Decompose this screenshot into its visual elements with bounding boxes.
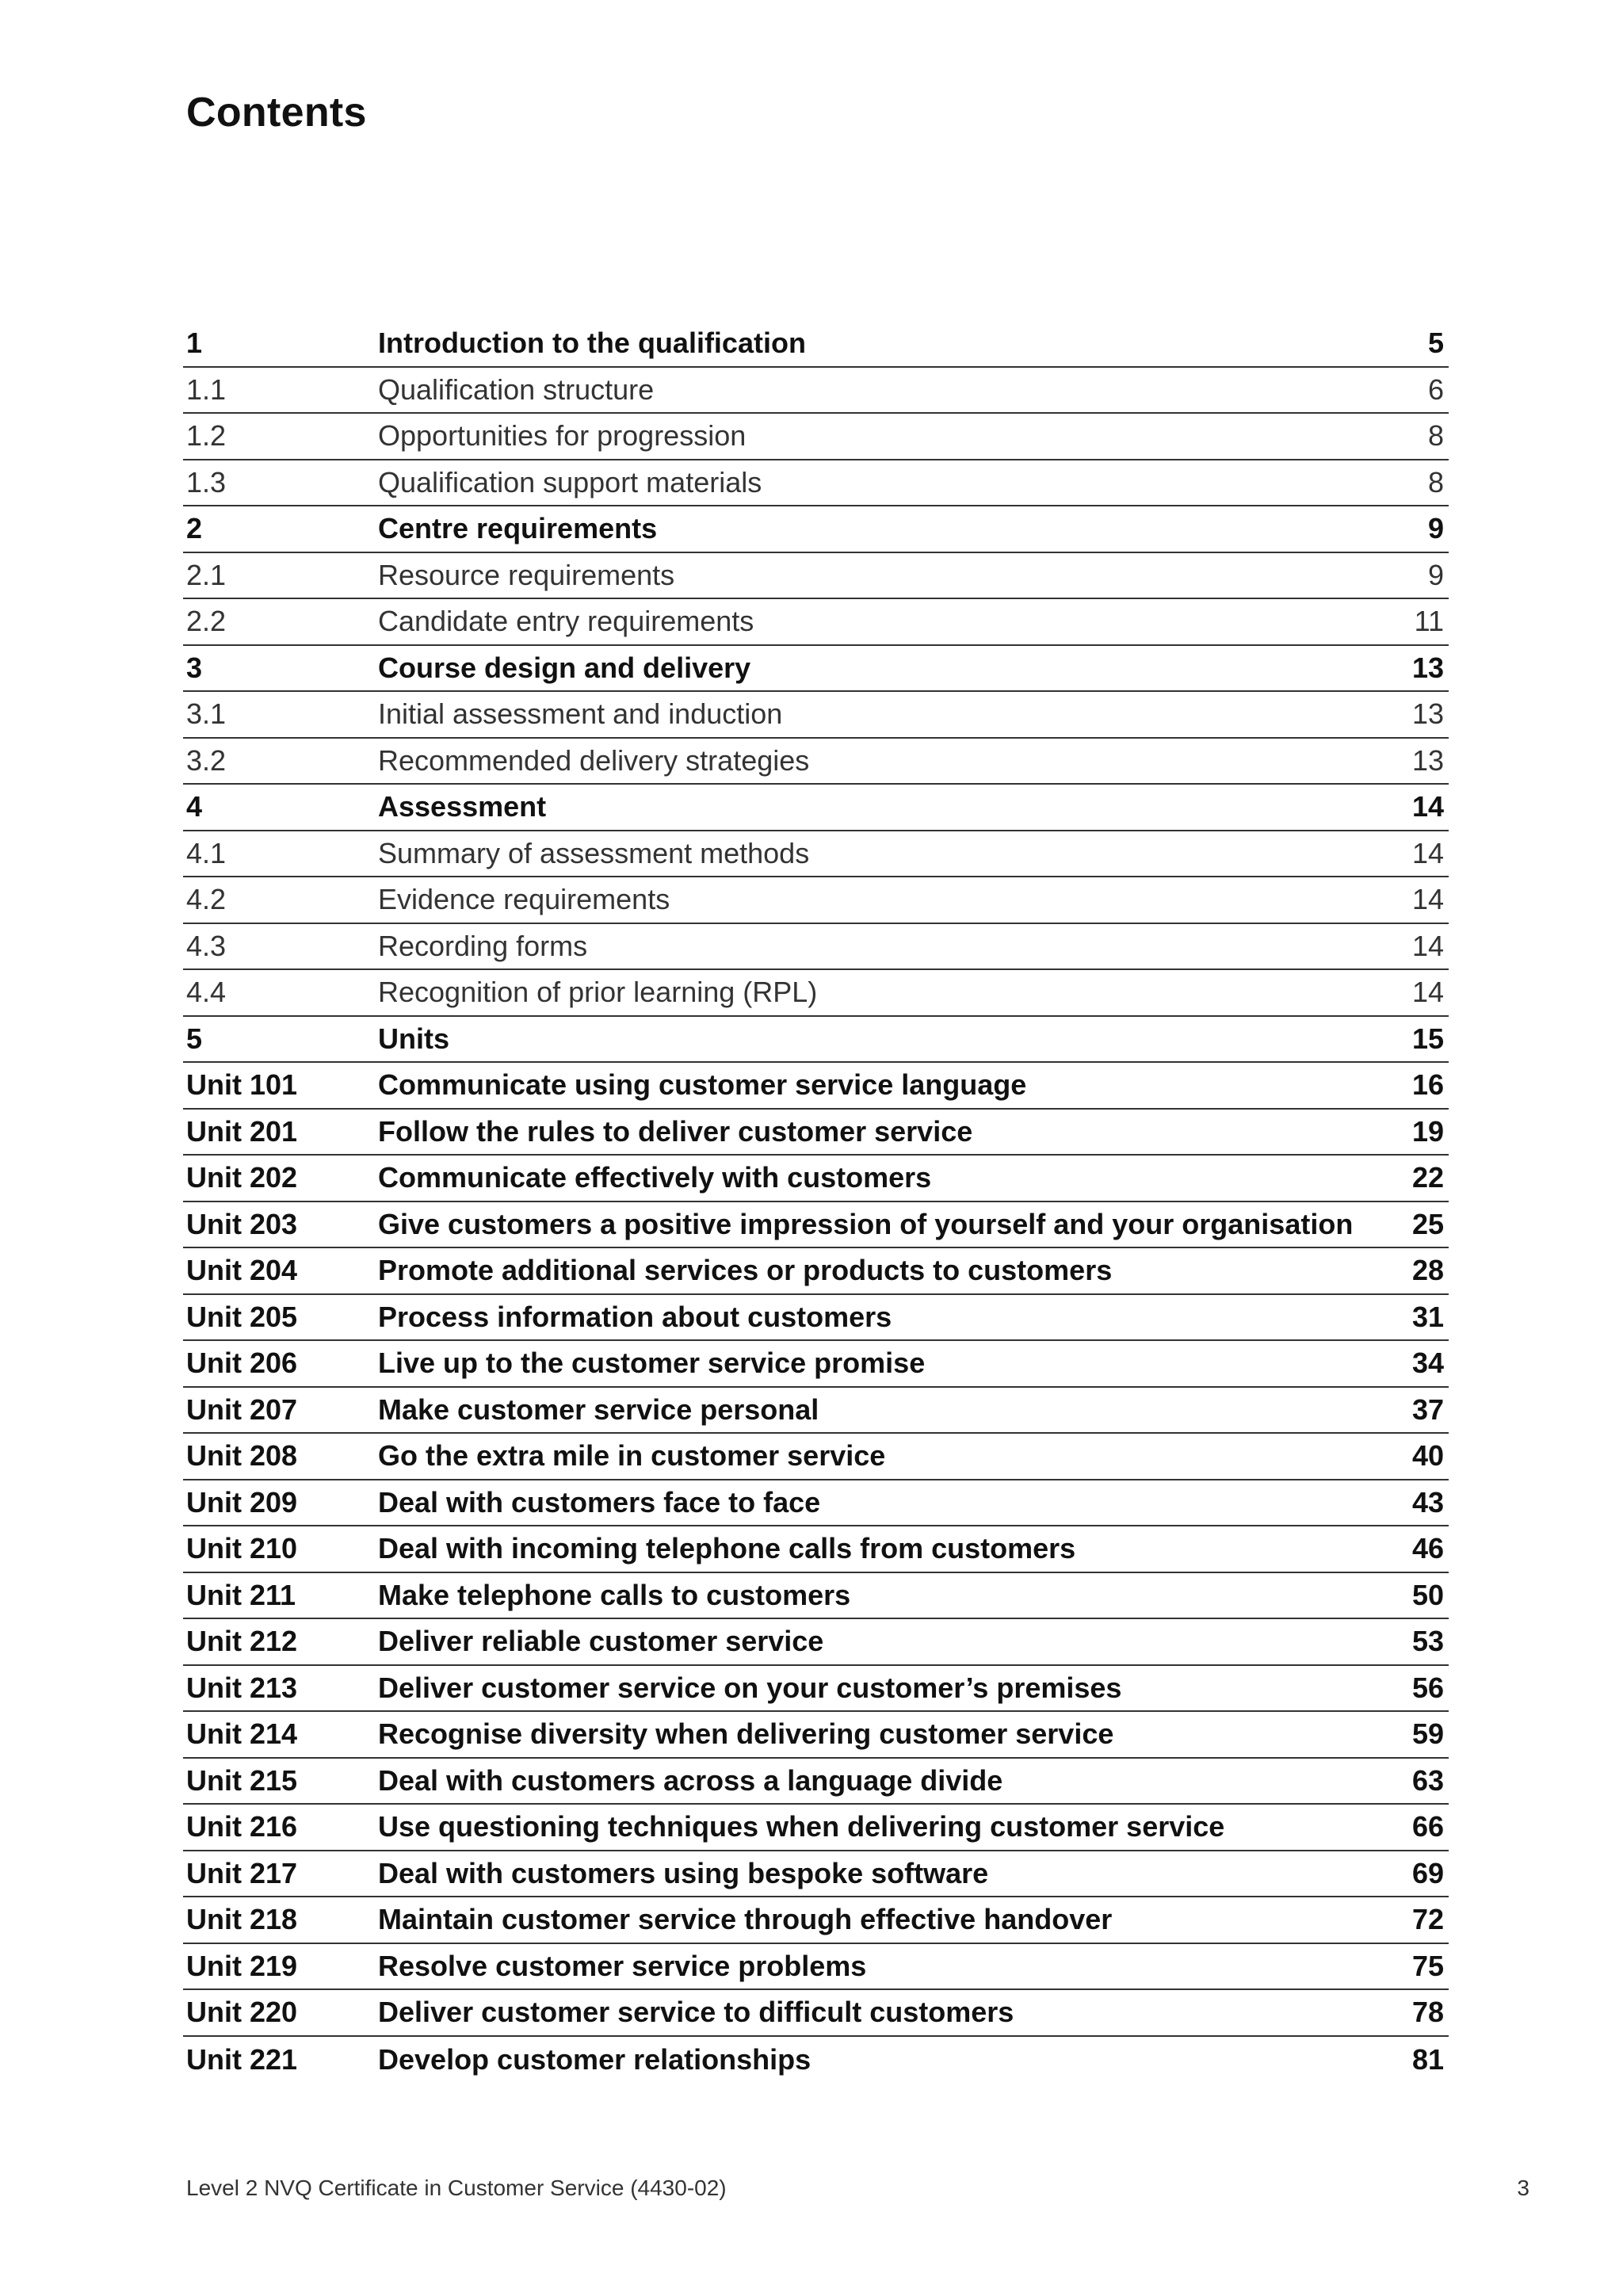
toc-section-number: 4.4 (186, 976, 227, 1009)
toc-section-number: Unit 206 (186, 1347, 298, 1380)
toc-row[interactable] (183, 1063, 1449, 1110)
toc-row[interactable] (183, 1480, 1449, 1527)
toc-page-number: 14 (1411, 976, 1444, 1009)
toc-page-number: 13 (1411, 743, 1444, 777)
toc-section-title: Candidate entry requirements (378, 605, 754, 638)
toc-section-title: Opportunities for progression (378, 419, 747, 453)
toc-section-number: 2 (186, 512, 203, 545)
toc-page-number: 72 (1411, 1903, 1444, 1936)
toc-section-title: Recognise diversity when delivering customer service (378, 1717, 1114, 1751)
toc-page-number: 69 (1411, 1856, 1444, 1889)
toc-section-number: Unit 203 (186, 1207, 298, 1240)
toc-section-number: 1.1 (186, 372, 227, 406)
toc-section-number: 5 (186, 1022, 203, 1055)
toc-section-title: Deliver reliable customer service (378, 1625, 824, 1658)
toc-row[interactable] (183, 1110, 1449, 1156)
toc-page-number: 37 (1411, 1392, 1444, 1426)
toc-section-title: Resource requirements (378, 558, 675, 591)
toc-row[interactable] (183, 599, 1449, 646)
toc-page-number: 31 (1411, 1300, 1444, 1333)
toc-page-number: 16 (1411, 1068, 1444, 1102)
toc-row[interactable] (183, 1666, 1449, 1713)
toc-page-number: 56 (1411, 1671, 1444, 1704)
toc-row[interactable] (183, 1619, 1449, 1666)
toc-row[interactable] (183, 692, 1449, 739)
toc-section-number: Unit 209 (186, 1485, 298, 1519)
toc-section-title: Deliver customer service to difficult customers (378, 1996, 1014, 2029)
toc-row[interactable] (183, 831, 1449, 878)
toc-row[interactable] (183, 1990, 1449, 2037)
toc-row[interactable] (183, 1851, 1449, 1898)
toc-page-number: 14 (1411, 790, 1444, 823)
toc-row[interactable] (183, 1017, 1449, 1064)
toc-row[interactable] (183, 553, 1449, 600)
toc-page-number: 13 (1411, 697, 1444, 731)
toc-section-number: 3.1 (186, 697, 227, 731)
table-of-contents (183, 321, 1449, 2083)
toc-section-number: Unit 101 (186, 1068, 298, 1102)
toc-page-number: 14 (1411, 836, 1444, 869)
toc-page-number: 59 (1411, 1717, 1444, 1751)
toc-page-number: 43 (1411, 1485, 1444, 1519)
toc-section-title: Process information about customers (378, 1300, 892, 1333)
toc-section-number: 3.2 (186, 743, 227, 777)
toc-section-title: Recommended delivery strategies (378, 743, 810, 777)
toc-row[interactable] (183, 1944, 1449, 1991)
toc-row[interactable] (183, 877, 1449, 924)
toc-section-number: Unit 221 (186, 2042, 298, 2076)
toc-section-title: Qualification structure (378, 372, 655, 406)
toc-page-number: 6 (1427, 372, 1444, 406)
toc-page-number: 63 (1411, 1763, 1444, 1797)
toc-section-title: Use questioning techniques when delivering customer service (378, 1810, 1225, 1843)
toc-page-number: 40 (1411, 1439, 1444, 1473)
toc-section-title: Units (378, 1022, 449, 1055)
toc-page-number: 15 (1411, 1022, 1444, 1055)
toc-page-number: 11 (1414, 605, 1444, 638)
toc-row[interactable] (183, 1573, 1449, 1620)
toc-page-number: 78 (1411, 1996, 1444, 2029)
toc-page-number: 13 (1411, 651, 1444, 684)
toc-row[interactable] (183, 1295, 1449, 1342)
toc-page-number: 9 (1427, 512, 1444, 545)
toc-row[interactable] (183, 2037, 1449, 2084)
toc-section-title: Evidence requirements (378, 883, 670, 916)
toc-section-title: Follow the rules to deliver customer service (378, 1114, 973, 1148)
toc-section-title: Go the extra mile in customer service (378, 1439, 886, 1473)
toc-section-number: Unit 212 (186, 1625, 298, 1658)
toc-section-number: Unit 210 (186, 1532, 298, 1565)
toc-row[interactable] (183, 1202, 1449, 1249)
page-title: Contents (186, 90, 367, 136)
toc-row[interactable] (183, 785, 1449, 831)
toc-section-title: Centre requirements (378, 512, 658, 545)
toc-page-number: 8 (1427, 465, 1444, 499)
toc-row[interactable] (183, 506, 1449, 553)
footer-qualification-title: Level 2 NVQ Certificate in Customer Service (4430-02) (186, 2176, 727, 2200)
toc-section-title: Recording forms (378, 929, 588, 962)
toc-section-number: 2.1 (186, 558, 227, 591)
toc-section-title: Maintain customer service through effective handover (378, 1903, 1113, 1936)
toc-page-number: 34 (1411, 1347, 1444, 1380)
toc-section-number: Unit 217 (186, 1856, 298, 1889)
toc-section-title: Communicate using customer service language (378, 1068, 1027, 1102)
footer-page-number: 3 (1517, 2176, 1529, 2200)
toc-section-number: Unit 204 (186, 1254, 298, 1287)
toc-page-number: 28 (1411, 1254, 1444, 1287)
toc-row[interactable] (183, 924, 1449, 971)
toc-row[interactable] (183, 1248, 1449, 1295)
toc-row[interactable] (183, 1388, 1449, 1435)
toc-row[interactable] (183, 1526, 1449, 1573)
toc-section-number: Unit 215 (186, 1763, 298, 1797)
toc-row[interactable] (183, 970, 1449, 1017)
toc-section-title: Resolve customer service problems (378, 1949, 867, 1982)
toc-section-title: Promote additional services or products to customers (378, 1254, 1113, 1287)
toc-page-number: 5 (1427, 327, 1444, 360)
toc-row[interactable] (183, 1156, 1449, 1202)
toc-section-title: Summary of assessment methods (378, 836, 810, 869)
toc-row[interactable] (183, 1759, 1449, 1805)
toc-row[interactable] (183, 460, 1449, 507)
toc-section-title: Deal with customers across a language divide (378, 1763, 1003, 1797)
toc-section-title: Make telephone calls to customers (378, 1578, 851, 1611)
toc-page-number: 53 (1411, 1625, 1444, 1658)
toc-section-number: 2.2 (186, 605, 227, 638)
toc-page-number: 66 (1411, 1810, 1444, 1843)
toc-section-title: Deal with customers using bespoke software (378, 1856, 989, 1889)
toc-section-number: 4 (186, 790, 203, 823)
toc-page-number: 46 (1411, 1532, 1444, 1565)
toc-section-title: Qualification support materials (378, 465, 762, 499)
toc-row[interactable] (183, 368, 1449, 415)
toc-row[interactable] (183, 1341, 1449, 1388)
toc-section-title: Deliver customer service on your customer’s premises (378, 1671, 1122, 1704)
toc-row[interactable] (183, 1712, 1449, 1759)
toc-page-number: 9 (1427, 558, 1444, 591)
toc-page-number: 14 (1411, 929, 1444, 962)
toc-section-number: 3 (186, 651, 203, 684)
toc-page-number: 8 (1427, 419, 1444, 453)
toc-section-number: Unit 202 (186, 1161, 298, 1194)
toc-row[interactable] (183, 646, 1449, 693)
toc-section-title: Course design and delivery (378, 651, 751, 684)
toc-page-number: 25 (1411, 1207, 1444, 1240)
toc-section-title: Introduction to the qualification (378, 327, 806, 360)
toc-section-number: 4.1 (186, 836, 227, 869)
toc-section-number: Unit 220 (186, 1996, 298, 2029)
toc-section-title: Live up to the customer service promise (378, 1347, 926, 1380)
toc-page-number: 14 (1411, 883, 1444, 916)
toc-section-title: Give customers a positive impression of yourself and your organisation (378, 1207, 1354, 1240)
toc-section-number: Unit 205 (186, 1300, 298, 1333)
toc-section-title: Deal with customers face to face (378, 1485, 821, 1519)
toc-section-title: Recognition of prior learning (RPL) (378, 976, 818, 1009)
toc-section-number: Unit 219 (186, 1949, 298, 1982)
toc-page-number: 50 (1411, 1578, 1444, 1611)
toc-section-number: Unit 214 (186, 1717, 298, 1751)
toc-page-number: 22 (1411, 1161, 1444, 1194)
toc-row[interactable] (183, 321, 1449, 368)
toc-section-number: 4.2 (186, 883, 227, 916)
toc-row[interactable] (183, 1897, 1449, 1944)
toc-section-number: Unit 207 (186, 1392, 298, 1426)
toc-section-title: Deal with incoming telephone calls from customers (378, 1532, 1076, 1565)
toc-row[interactable] (183, 1434, 1449, 1480)
toc-page-number: 81 (1411, 2042, 1444, 2076)
toc-section-number: 4.3 (186, 929, 227, 962)
toc-section-number: Unit 213 (186, 1671, 298, 1704)
toc-section-number: Unit 218 (186, 1903, 298, 1936)
toc-section-number: Unit 216 (186, 1810, 298, 1843)
toc-section-title: Make customer service personal (378, 1392, 819, 1426)
toc-row[interactable] (183, 414, 1449, 460)
toc-section-number: Unit 208 (186, 1439, 298, 1473)
toc-row[interactable] (183, 739, 1449, 785)
toc-row[interactable] (183, 1805, 1449, 1851)
toc-section-number: 1.2 (186, 419, 227, 453)
toc-section-title: Assessment (378, 790, 547, 823)
toc-section-title: Initial assessment and induction (378, 697, 783, 731)
toc-section-title: Develop customer relationships (378, 2042, 812, 2076)
toc-page-number: 19 (1411, 1114, 1444, 1148)
toc-page-number: 75 (1411, 1949, 1444, 1982)
toc-section-title: Communicate effectively with customers (378, 1161, 932, 1194)
toc-section-number: Unit 201 (186, 1114, 298, 1148)
toc-section-number: Unit 211 (186, 1578, 296, 1611)
toc-section-number: 1 (186, 327, 203, 360)
toc-section-number: 1.3 (186, 465, 227, 499)
